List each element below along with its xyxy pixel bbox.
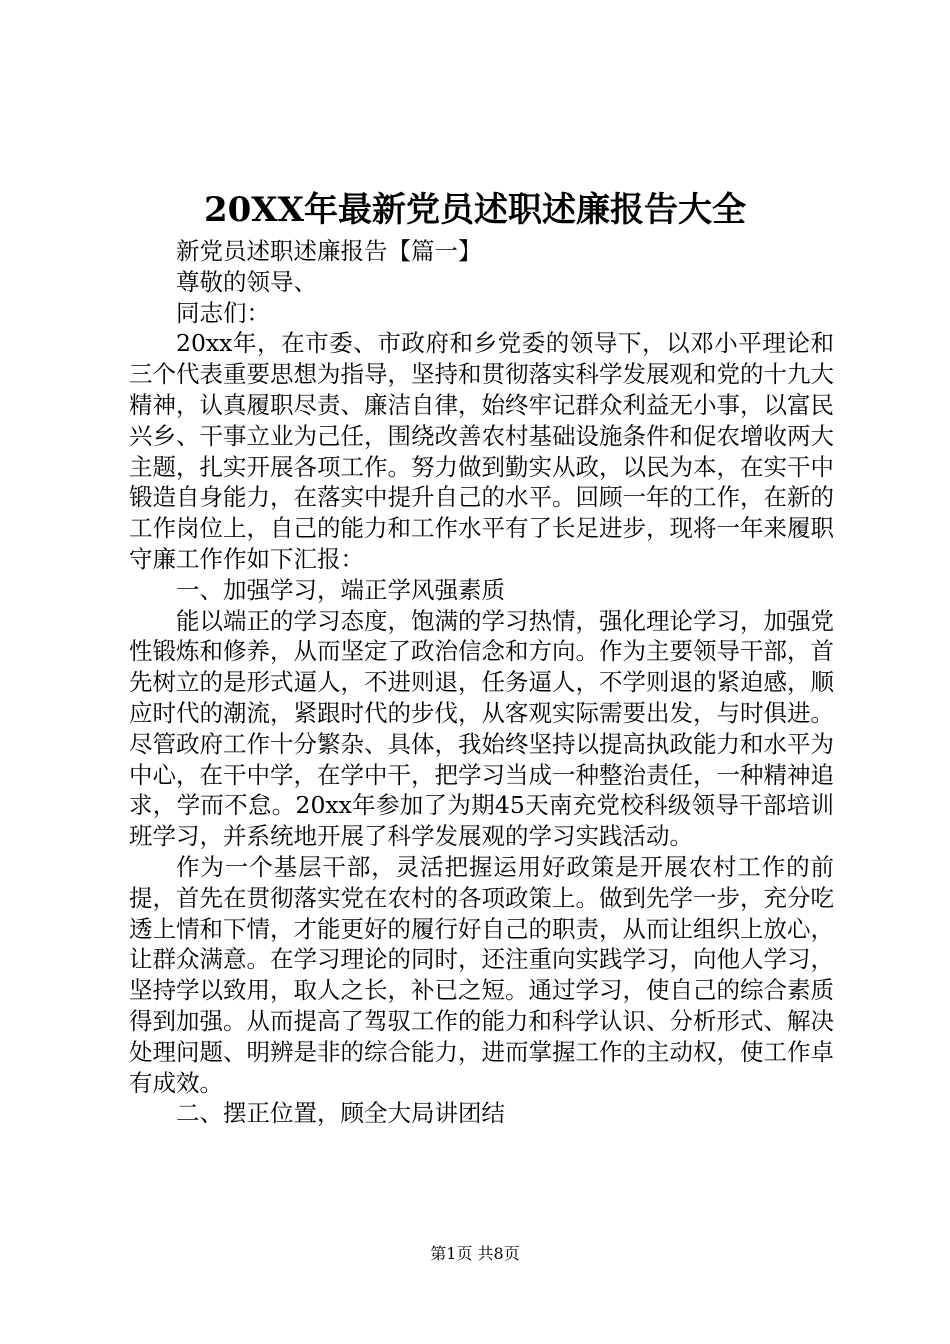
paragraph-study-1: 能以端正的学习态度，饱满的学习热情，强化理论学习，加强党性锻炼和修养，从而坚定了政治信念和方向。作为主要领导干部，首先树立的是形式逼人，不进则退，任务逼人，不学则退的紧迫感，顺应时代的潮流，紧跟时代的步伐，从客观实际需要出发，与时俱进。尽管政府工作十分繁杂、具体，我始终坚持以提高执政能力和水平为中心，在干中学，在学中干，把学习当成一种整治责任，一种精神追求，学而不怠。20xx年参加了为期45天南充党校科级领导干部培训班学习，并系统地开展了科学发展观的学习实践活动。	[129, 606, 834, 851]
section-heading-part-one: 新党员述职述廉报告【篇一】	[176, 237, 482, 265]
paragraph-study-2: 作为一个基层干部，灵活把握运用好政策是开展农村工作的前提，首先在贯彻落实党在农村的各项政策上。做到先学一步，充分吃透上情和下情，才能更好的履行好自己的职责，从而让组织上放心，让群众满意。在学习理论的同时，还注重向实践学习，向他人学习，坚持学以致用，取人之长，补已之短。通过学习，使自己的综合素质得到加强。从而提高了驾驭工作的能力和科学认识、分析形式、解决处理问题、明辨是非的综合能力，进而掌握工作的主动权，使工作卓有成效。	[129, 852, 834, 1097]
document-title: 20XX年最新党员述职述廉报告大全	[203, 190, 747, 230]
page-footer: 第1页 共8页	[430, 1244, 520, 1263]
salutation-line-1: 尊敬的领导、	[176, 267, 317, 296]
paragraph-intro: 20xx年，在市委、市政府和乡党委的领导下，以邓小平理论和三个代表重要思想为指导，坚持和贯彻落实科学发展观和党的十九大精神，认真履职尽责、廉洁自律，始终牢记群众利益无小事，以富民兴乡、干事立业为己任，围绕改善农村基础设施条件和促农增收两大主题，扎实开展各项工作。努力做到勤实从政，以民为本，在实干中锻造自身能力，在落实中提升自己的水平。回顾一年的工作，在新的工作岗位上，自己的能力和工作水平有了长足进步，现将一年来履职守廉工作作如下汇报：	[129, 329, 834, 573]
document-body	[129, 236, 834, 1129]
section-heading-1: 一、加强学习，端正学风强素质	[176, 575, 505, 604]
salutation-line-2: 同志们：	[176, 298, 270, 327]
section-heading-2: 二、摆正位置，顾全大局讲团结	[176, 1099, 505, 1128]
